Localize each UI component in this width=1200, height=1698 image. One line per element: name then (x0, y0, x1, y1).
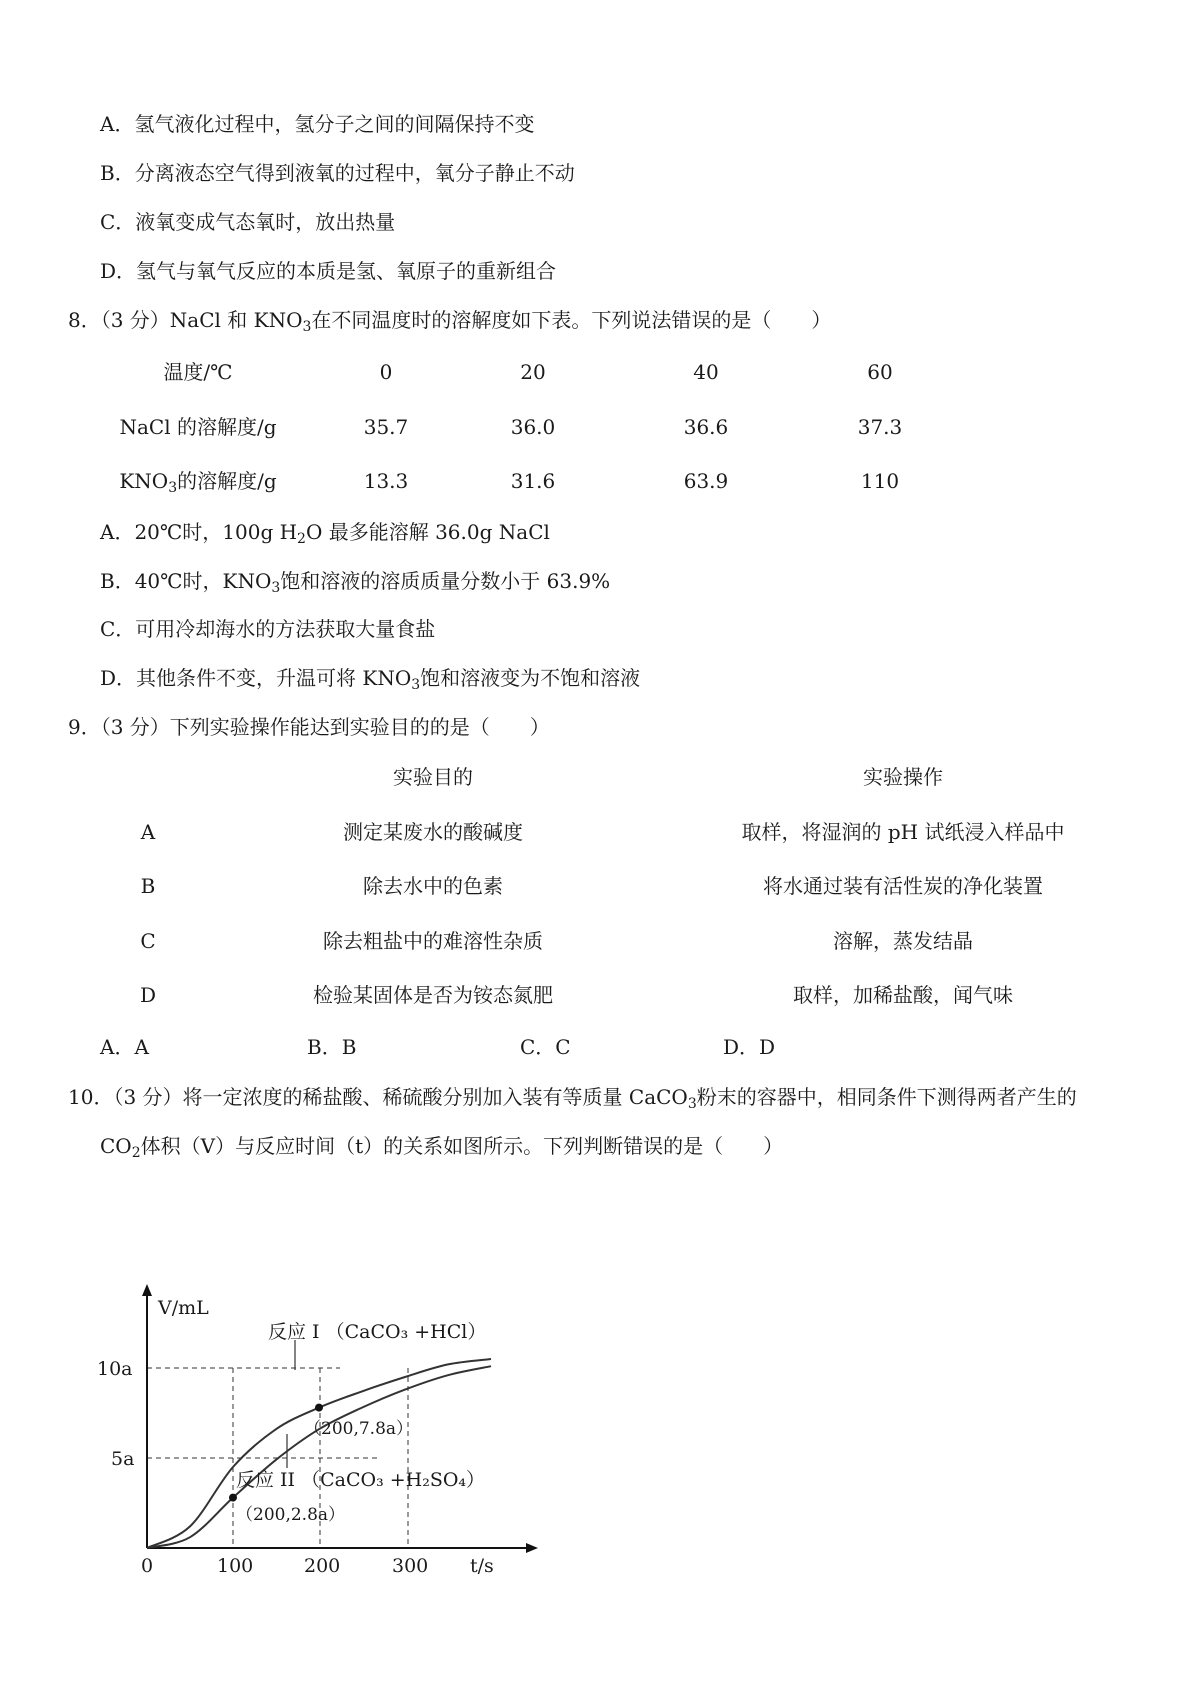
q9-row-key: B (140, 874, 156, 898)
q8-row1-value: 36.0 (510, 415, 556, 439)
x-axis-label: t/s (470, 1555, 494, 1577)
y-tick-5a: 5a (111, 1448, 135, 1470)
point-marker-lower (229, 1494, 237, 1502)
q9-row-operation: 取样，加稀盐酸，闻气味 (793, 983, 1013, 1007)
q9-choice: B．B (307, 1035, 357, 1059)
x-tick-300: 300 (392, 1555, 429, 1577)
point-label-upper: （200,7.8a） (304, 1419, 414, 1439)
series-label-reaction-1: 反应 I （CaCO₃ +HCl） (268, 1321, 487, 1343)
q8-stem: 8．（3 分）NaCl 和 $KNO_3$在不同温度时的溶解度如下表。下列说法错误的是（ ） (68, 308, 832, 335)
q8-temp: 20 (520, 360, 546, 384)
q9-stem: 9．（3 分）下列实验操作能达到实验目的的是（ ） (68, 715, 550, 739)
x-tick-200: 200 (304, 1555, 341, 1577)
x-tick-0: 0 (141, 1555, 154, 1577)
x-axis-arrow (526, 1543, 538, 1553)
q8-temp: 0 (379, 360, 393, 384)
q9-row-key: A (140, 820, 156, 844)
q8-option-a: A．20℃时，100g $H_2O$ 最多能溶解 36.0g NaCl (100, 520, 550, 547)
q10-stem-line2: $CO_2$体积（V）与反应时间（t）的关系如图所示。下列判断错误的是（ ） (100, 1134, 784, 1161)
q8-row1-value: 35.7 (363, 415, 409, 439)
point-marker-upper (315, 1404, 323, 1412)
q8-option-b: B．40℃时，$KNO_3$饱和溶液的溶质质量分数小于 63.9% (100, 569, 611, 596)
q9-row-key: D (139, 983, 157, 1007)
q7-option-d: D．氢气与氧气反应的本质是氢、氧原子的重新组合 (100, 259, 557, 283)
y-axis-label: V/mL (158, 1297, 209, 1319)
q9-row-key: C (140, 929, 156, 953)
q9-row-operation: 溶解，蒸发结晶 (833, 929, 973, 953)
q8-option-d: D．其他条件不变，升温可将 $KNO_3$饱和溶液变为不饱和溶液 (100, 666, 641, 693)
q7-option-c: C．液氧变成气态氧时，放出热量 (100, 210, 396, 234)
q8-row2-label: $KNO_3$的溶解度/g (119, 469, 277, 496)
series-label-reaction-2: 反应 II （CaCO₃ +H₂SO₄） (236, 1469, 486, 1491)
y-tick-10a: 10a (97, 1358, 133, 1380)
q9-col-operation: 实验操作 (863, 765, 943, 789)
q9-row-purpose: 测定某废水的酸碱度 (343, 820, 523, 844)
q9-choice: A．A (100, 1035, 149, 1059)
q8-option-c: C．可用冷却海水的方法获取大量食盐 (100, 617, 436, 641)
q8-row2-value: 110 (860, 469, 900, 493)
q9-row-operation: 将水通过装有活性炭的净化装置 (763, 874, 1043, 898)
q9-row-operation: 取样，将湿润的 pH 试纸浸入样品中 (741, 820, 1065, 844)
q8-row1-label: NaCl 的溶解度/g (119, 415, 277, 439)
q9-col-purpose: 实验目的 (393, 765, 473, 789)
q8-row2-value: 63.9 (683, 469, 729, 493)
q8-row1-value: 36.6 (683, 415, 729, 439)
q7-option-b: B．分离液态空气得到液氧的过程中，氧分子静止不动 (100, 161, 575, 185)
q8-temp: 60 (867, 360, 893, 384)
q8-row1-value: 37.3 (857, 415, 903, 439)
q8-temp: 40 (693, 360, 719, 384)
q9-row-purpose: 检验某固体是否为铵态氮肥 (313, 983, 553, 1007)
q8-row2-value: 13.3 (363, 469, 409, 493)
x-tick-100: 100 (217, 1555, 254, 1577)
q9-choice: C．C (520, 1035, 571, 1059)
q8-header-label: 温度/℃ (163, 360, 233, 384)
q9-choice: D．D (723, 1035, 776, 1059)
y-axis-arrow (142, 1284, 152, 1296)
q9-row-purpose: 除去粗盐中的难溶性杂质 (323, 929, 543, 953)
reaction-volume-chart (90, 1280, 570, 1580)
q10-stem-line1: 10．（3 分）将一定浓度的稀盐酸、稀硫酸分别加入装有等质量 CaCO$_3$粉末的容器中，相同条件下测得两者产生的 (68, 1085, 1077, 1112)
q7-option-a: A．氢气液化过程中，氢分子之间的间隔保持不变 (100, 112, 535, 136)
q8-row2-value: 31.6 (510, 469, 556, 493)
point-label-lower: （200,2.8a） (236, 1505, 346, 1525)
q9-row-purpose: 除去水中的色素 (363, 874, 503, 898)
